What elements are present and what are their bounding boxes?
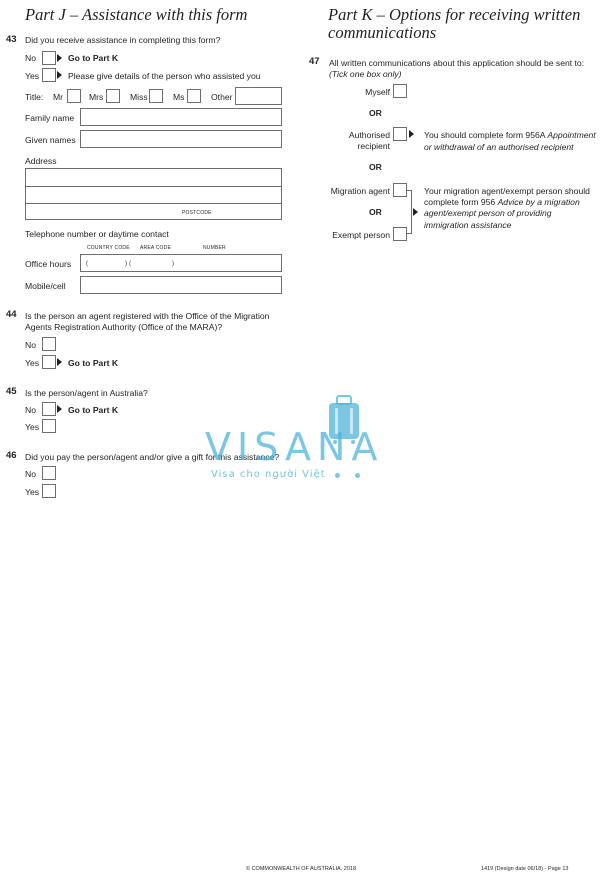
authorised-label-line1: Authorised <box>348 130 390 140</box>
question-47-number: 47 <box>309 56 320 67</box>
country-code-label: COUNTRY CODE <box>87 245 130 251</box>
given-names-input[interactable] <box>80 130 282 148</box>
q45-yes-label: Yes <box>25 422 40 432</box>
title-mr-checkbox[interactable] <box>67 89 81 103</box>
q43-yes-checkbox[interactable] <box>42 68 56 82</box>
office-hours-label: Office hours <box>25 259 72 269</box>
paren-close-open: ) ( <box>125 261 132 267</box>
myself-checkbox[interactable] <box>393 84 407 98</box>
arrow-right-icon <box>57 405 62 413</box>
question-43-number: 43 <box>6 34 17 45</box>
q44-yes-label: Yes <box>25 358 40 368</box>
postcode-label: POSTCODE <box>182 210 212 216</box>
q46-no-label: No <box>25 469 36 479</box>
paren-open: ( <box>86 261 89 267</box>
telephone-label: Telephone number or daytime contact <box>25 229 169 239</box>
or-label-2: OR <box>369 162 382 172</box>
title-mrs-label: Mrs <box>89 92 104 102</box>
q43-no-goto: Go to Part K <box>68 53 119 63</box>
title-miss-label: Miss <box>130 92 148 102</box>
q43-no-label: No <box>25 53 36 63</box>
family-name-label: Family name <box>25 113 75 123</box>
q43-yes-label: Yes <box>25 71 40 81</box>
migration-agent-checkbox[interactable] <box>393 183 407 197</box>
question-44-text-line2: Agents Registration Authority (Office of the MARA)? <box>25 322 223 332</box>
title-other-input[interactable] <box>235 87 282 105</box>
or-label-1: OR <box>369 108 382 118</box>
title-mrs-checkbox[interactable] <box>106 89 120 103</box>
watermark-dot <box>355 473 360 478</box>
question-45-number: 45 <box>6 386 17 397</box>
question-47-subtext: (Tick one box only) <box>329 69 402 79</box>
question-46-text: Did you pay the person/agent and/or give a gift for this assistance? <box>25 452 280 462</box>
q44-yes-checkbox[interactable] <box>42 355 56 369</box>
title-ms-label: Ms <box>173 92 185 102</box>
part-k-title-line1: Part K – Options for receiving written <box>328 5 581 24</box>
address-label: Address <box>25 156 57 166</box>
title-mr-label: Mr <box>53 92 64 102</box>
question-44-number: 44 <box>6 309 17 320</box>
given-names-label: Given names <box>25 135 76 145</box>
question-47-text: All written communications about this application should be sent to: <box>329 58 585 68</box>
myself-label: Myself <box>365 87 390 97</box>
part-k-title-line2: communications <box>328 23 437 42</box>
q45-no-checkbox[interactable] <box>42 402 56 416</box>
q43-yes-text: Please give details of the person who assisted you <box>68 71 261 81</box>
agent-note-line1: Your migration agent/exempt person should <box>424 186 590 196</box>
agent-note-line3: agent/exempt person of providing <box>424 208 552 218</box>
authorised-note-line1: You should complete form 956A Appointment <box>424 130 596 140</box>
arrow-right-icon <box>409 130 414 138</box>
q46-yes-checkbox[interactable] <box>42 484 56 498</box>
exempt-person-label: Exempt person <box>332 230 390 240</box>
agent-note-line2: complete form 956 Advice by a migration <box>424 197 580 207</box>
arrow-right-icon <box>57 358 62 366</box>
paren-close: ) <box>172 261 175 267</box>
question-44-text-line1: Is the person an agent registered with the Office of the Migration <box>25 311 270 321</box>
authorised-recipient-checkbox[interactable] <box>393 127 407 141</box>
title-other-label: Other <box>211 92 233 102</box>
q45-no-label: No <box>25 405 36 415</box>
title-label: Title: <box>25 92 44 102</box>
mobile-label: Mobile/cell <box>25 281 66 291</box>
exempt-person-checkbox[interactable] <box>393 227 407 241</box>
watermark-dot <box>335 473 340 478</box>
agent-note-line4: immigration assistance <box>424 220 512 230</box>
question-46-number: 46 <box>6 450 17 461</box>
address-input[interactable] <box>25 168 282 220</box>
watermark <box>205 395 405 487</box>
arrow-right-icon <box>57 54 62 62</box>
question-43-text: Did you receive assistance in completing this form? <box>25 35 221 45</box>
number-label: NUMBER <box>203 245 226 251</box>
q46-no-checkbox[interactable] <box>42 466 56 480</box>
arrow-right-icon <box>57 71 62 79</box>
migration-agent-label: Migration agent <box>330 186 390 196</box>
mobile-input[interactable] <box>80 276 282 294</box>
title-miss-checkbox[interactable] <box>149 89 163 103</box>
bracket-connector <box>407 190 412 234</box>
q45-yes-checkbox[interactable] <box>42 419 56 433</box>
q44-yes-goto: Go to Part K <box>68 358 119 368</box>
title-ms-checkbox[interactable] <box>187 89 201 103</box>
office-hours-input[interactable] <box>80 254 282 272</box>
question-45-text: Is the person/agent in Australia? <box>25 388 148 398</box>
footer-copyright: © COMMONWEALTH OF AUSTRALIA, 2018 <box>246 866 356 872</box>
footer-page-info: 1419 (Design date 06/18) - Page 13 <box>481 866 569 872</box>
watermark-brand: VISANA <box>205 425 384 469</box>
arrow-right-icon <box>413 208 418 216</box>
authorised-label-line2: recipient <box>357 141 390 151</box>
area-code-label: AREA CODE <box>140 245 171 251</box>
q46-yes-label: Yes <box>25 487 40 497</box>
family-name-input[interactable] <box>80 108 282 126</box>
part-j-title: Part J – Assistance with this form <box>25 5 248 24</box>
q43-no-checkbox[interactable] <box>42 51 56 65</box>
q44-no-checkbox[interactable] <box>42 337 56 351</box>
q44-no-label: No <box>25 340 36 350</box>
watermark-tagline: Visa cho người Việt <box>211 469 326 480</box>
authorised-note-line2: or withdrawal of an authorised recipient <box>424 142 574 152</box>
q45-no-goto: Go to Part K <box>68 405 119 415</box>
or-label-3: OR <box>369 207 382 217</box>
